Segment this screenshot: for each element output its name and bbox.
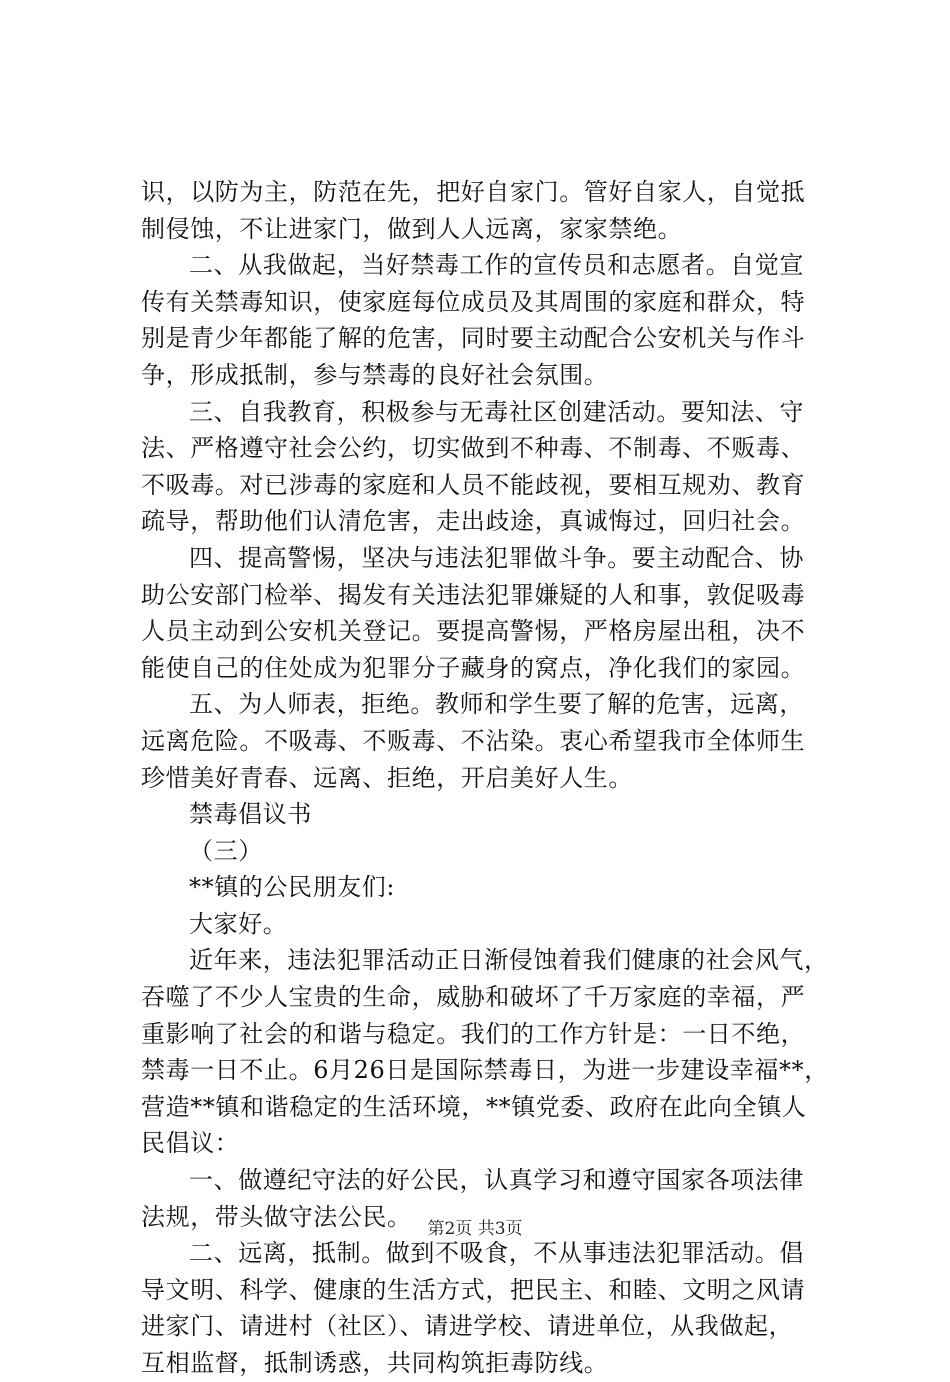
- text-line: 民倡议：: [141, 1129, 240, 1158]
- text-line: 进家门、请进村（社区）、请进学校、请进单位，从我做起，: [141, 1312, 794, 1341]
- text-line: 远离危险。不吸毒、不贩毒、不沾染。衷心希望我市全体师生: [141, 726, 806, 755]
- text-line: 禁毒倡议书: [189, 800, 312, 829]
- text-line: 人员主动到公安机关登记。要提高警惕，严格房屋出租，决不: [141, 617, 806, 646]
- text-line: 识，以防为主，防范在先，把好自家门。管好自家人，自觉抵: [141, 178, 806, 206]
- page-footer: 第2页 共3页: [427, 1219, 523, 1239]
- text-line: 大家好。: [189, 909, 288, 938]
- text-line: 三、自我教育，积极参与无毒社区创建活动。要知法、守: [189, 397, 804, 426]
- text-line: 重影响了社会的和谐与稳定。我们的工作方针是：一日不绝，: [141, 1019, 806, 1048]
- text-line: 四、提高警惕，坚决与违法犯罪做斗争。要主动配合、协: [189, 543, 804, 572]
- text-line: 制侵蚀，不让进家门，做到人人远离，家家禁绝。: [141, 214, 683, 243]
- text-line: 营造**镇和谐稳定的生活环境，**镇党委、政府在此向全镇人: [141, 1092, 807, 1121]
- text-line: 互相监督，抵制诱惑，共同构筑拒毒防线。: [141, 1349, 609, 1377]
- text-line: 助公安部门检举、揭发有关违法犯罪嫌疑的人和事，敦促吸毒: [141, 580, 806, 609]
- text-line: 能使自己的住处成为犯罪分子藏身的窝点，净化我们的家园。: [141, 653, 806, 682]
- text-line: 别是青少年都能了解的危害，同时要主动配合公安机关与作斗: [141, 324, 806, 353]
- text-line: 禁毒一日不止。6月26日是国际禁毒日，为进一步建设幸福**，: [141, 1056, 829, 1085]
- text-line: 疏导，帮助他们认清危害，走出歧途，真诚悔过，回归社会。: [141, 507, 806, 536]
- text-line: 二、远离，抵制。做到不吸食，不从事违法犯罪活动。倡: [189, 1239, 804, 1268]
- text-line: 法规，带头做守法公民。: [141, 1202, 412, 1231]
- text-line: 法、严格遵守社会公约，切实做到不种毒、不制毒、不贩毒、: [141, 434, 806, 463]
- text-line: **镇的公民朋友们:: [189, 873, 396, 902]
- text-line: （三）: [189, 836, 263, 865]
- text-line: 一、做遵纪守法的好公民，认真学习和遵守国家各项法律: [189, 1166, 804, 1195]
- text-line: 近年来，违法犯罪活动正日渐侵蚀着我们健康的社会风气，: [189, 946, 829, 975]
- text-line: 二、从我做起，当好禁毒工作的宣传员和志愿者。自觉宣: [189, 251, 804, 280]
- text-line: 珍惜美好青春、远离、拒绝，开启美好人生。: [141, 763, 633, 792]
- text-line: 五、为人师表，拒绝。教师和学生要了解的危害，远离，: [189, 690, 804, 719]
- text-line: 传有关禁毒知识，使家庭每位成员及其周围的家庭和群众，特: [141, 287, 806, 316]
- text-line: 吞噬了不少人宝贵的生命，威胁和破坏了千万家庭的幸福，严: [141, 983, 806, 1012]
- text-line: 不吸毒。对已涉毒的家庭和人员不能歧视，要相互规劝、教育: [141, 470, 806, 499]
- text-line: 争，形成抵制，参与禁毒的良好社会氛围。: [141, 360, 609, 389]
- document-body: [141, 174, 841, 1382]
- text-line: 导文明、科学、健康的生活方式，把民主、和睦、文明之风请: [141, 1275, 806, 1304]
